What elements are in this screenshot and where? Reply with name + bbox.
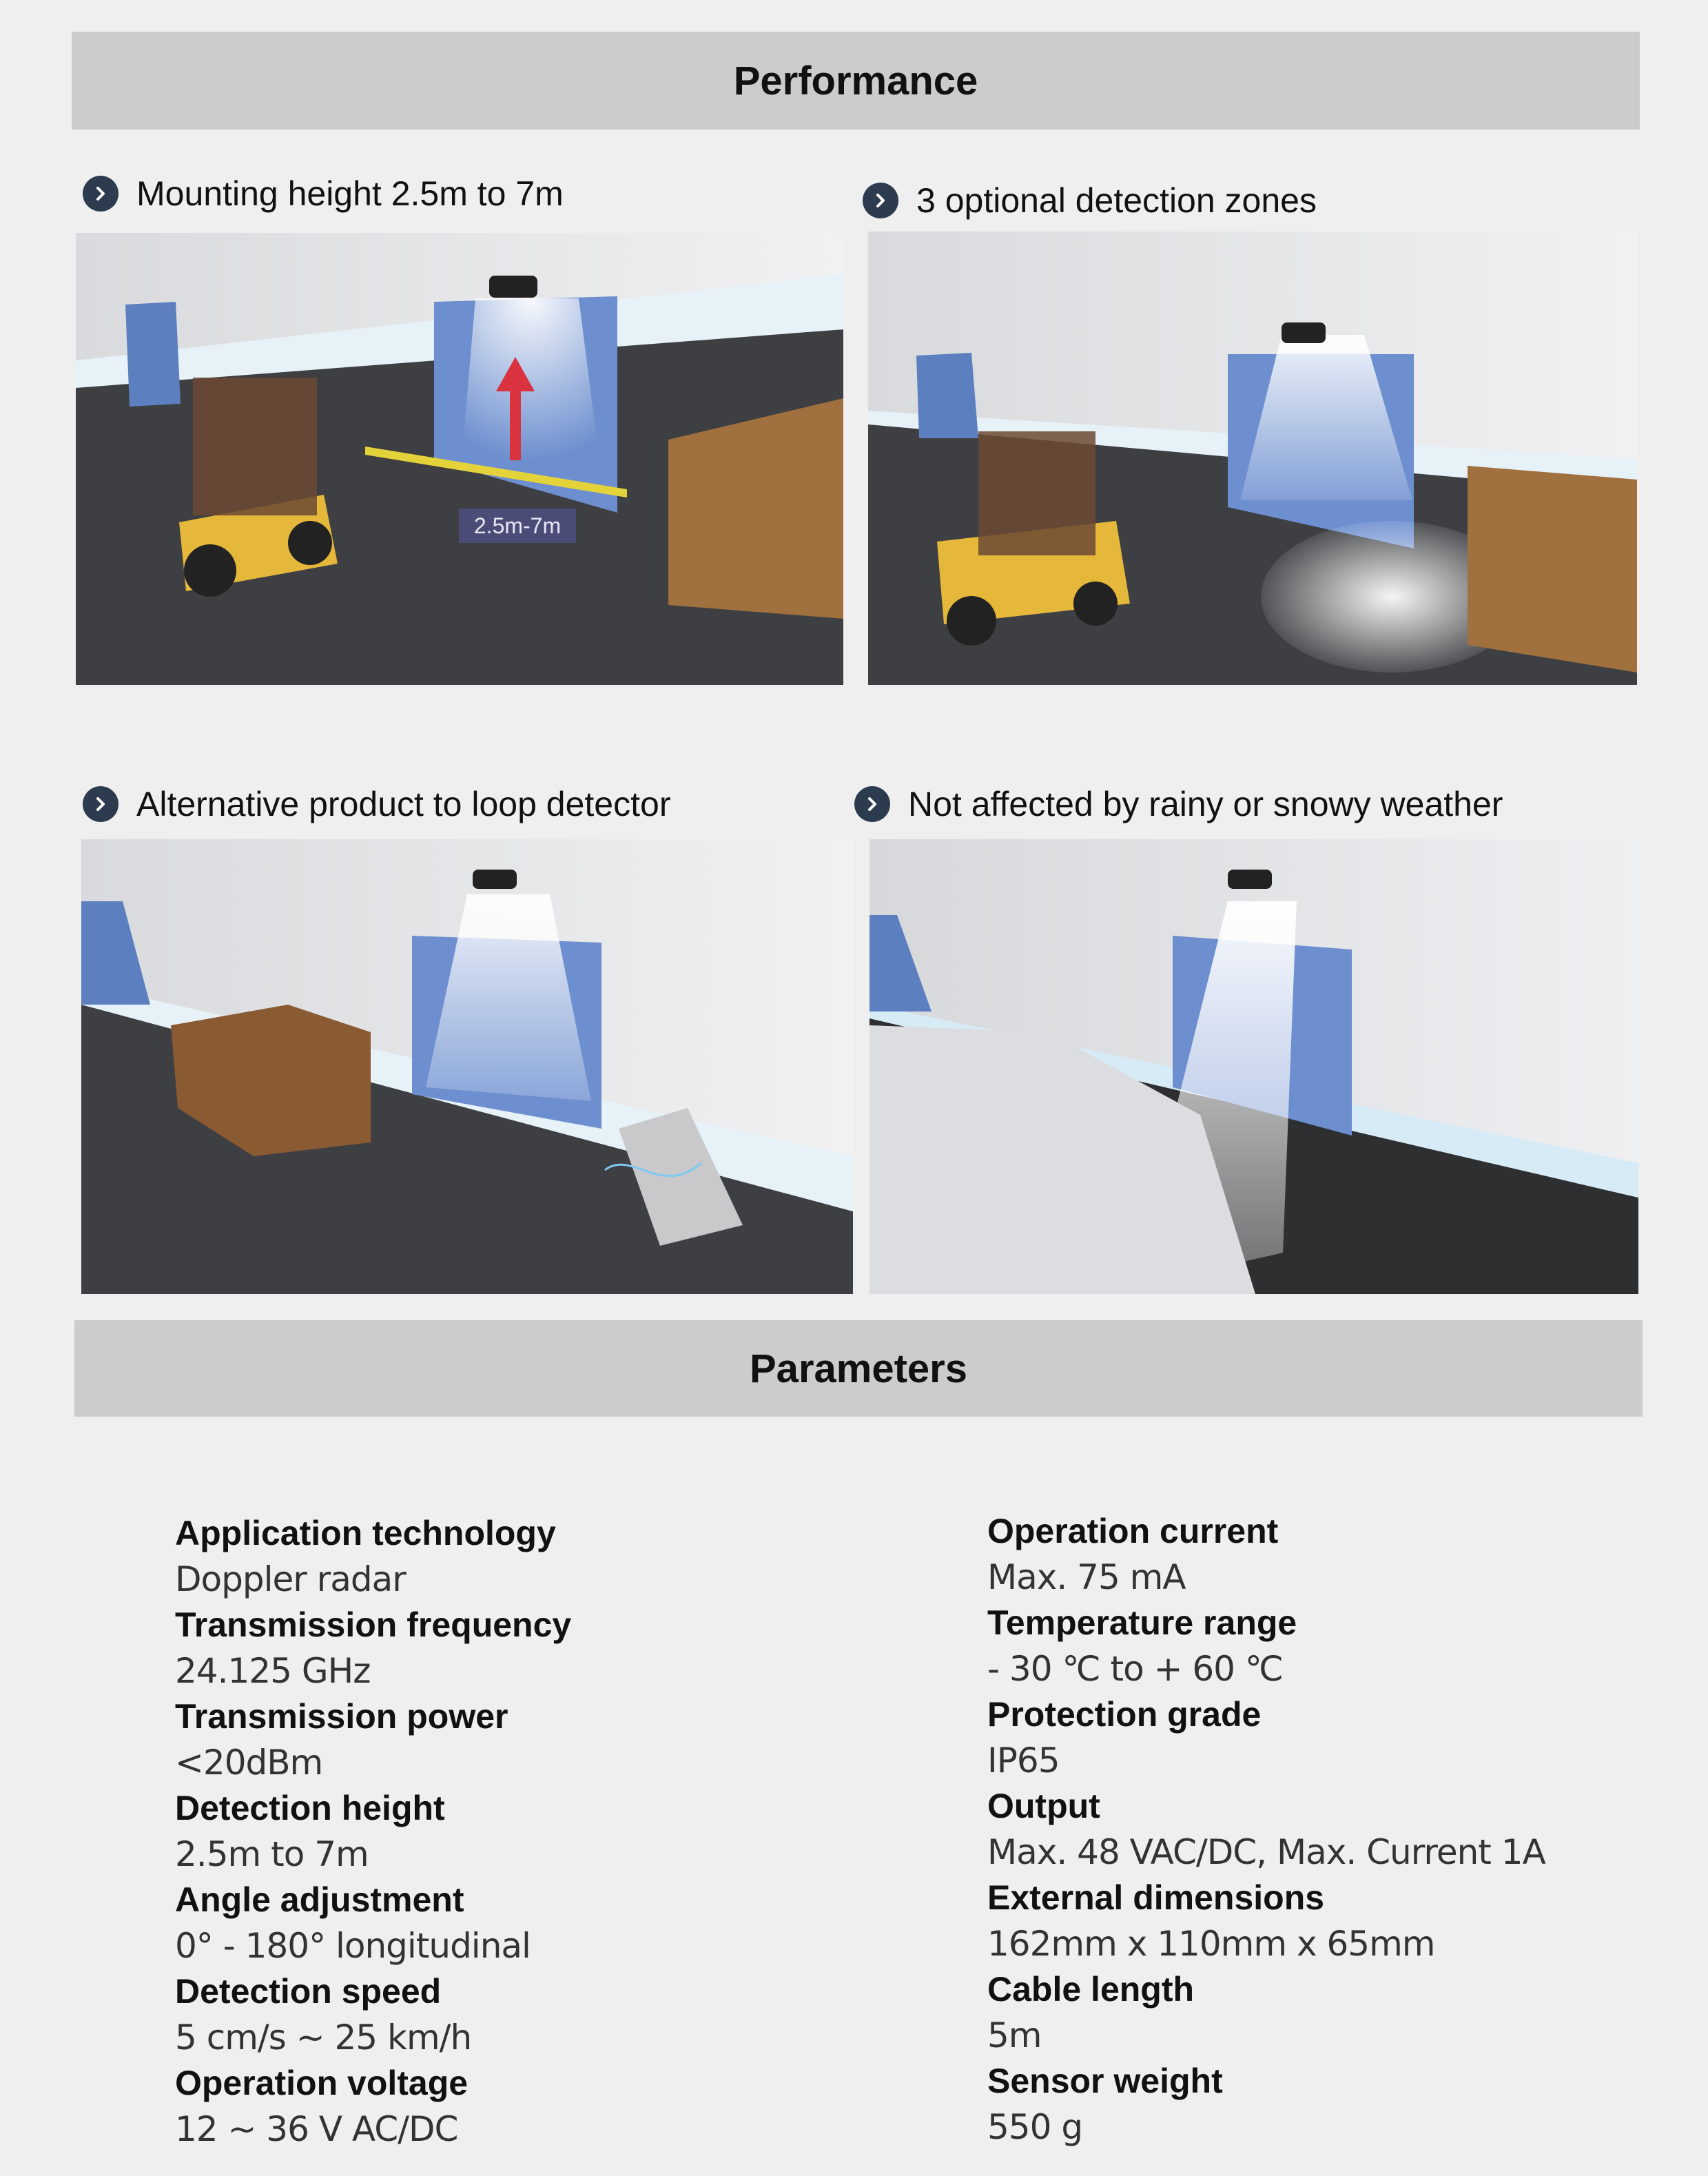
feature-label: Not affected by rainy or snowy weather: [908, 785, 1503, 823]
parameters-banner: [74, 1320, 1643, 1417]
param-item: [987, 1875, 1708, 1967]
feature-mounting-height: [83, 174, 564, 214]
param-name: Angle adjustment: [175, 1880, 464, 1919]
feature-detection-zones: [863, 181, 1317, 220]
param-name: Output: [987, 1787, 1100, 1825]
chevron-right-icon: [863, 183, 898, 218]
param-item: [175, 1877, 933, 1969]
param-name: Operation current: [987, 1512, 1279, 1550]
height-annotation: 2.5m-7m: [459, 509, 576, 543]
parameters-title: Parameters: [750, 1346, 967, 1391]
param-name: Detection speed: [175, 1972, 442, 2011]
param-item: [987, 1783, 1708, 1875]
param-name: Protection grade: [987, 1695, 1262, 1734]
feature-label: Alternative product to loop detector: [136, 785, 671, 823]
param-name: Operation voltage: [175, 2064, 469, 2102]
param-value: IP65: [987, 1741, 1060, 1780]
param-value: 2.5m to 7m: [175, 1834, 369, 1874]
param-item: [175, 2060, 933, 2152]
feature-label: 3 optional detection zones: [916, 181, 1317, 220]
performance-title: Performance: [733, 58, 978, 103]
param-value: 162mm x 110mm x 65mm: [987, 1924, 1435, 1964]
param-item: [987, 1967, 1708, 2058]
param-value: Max. 48 VAC/DC, Max. Current 1A: [987, 1832, 1545, 1872]
param-item: [987, 1692, 1708, 1783]
param-item: [175, 1694, 933, 1785]
param-item: [175, 1510, 933, 1602]
loop-detector-illustration: [81, 839, 853, 1294]
param-item: [175, 1969, 933, 2060]
parameters-right-column: [987, 1508, 1708, 2150]
param-value: 5m: [987, 2015, 1042, 2055]
param-item: [987, 1508, 1708, 1600]
param-value: Max. 75 mA: [987, 1557, 1186, 1597]
feature-label: Mounting height 2.5m to 7m: [136, 174, 564, 213]
param-name: External dimensions: [987, 1878, 1325, 1917]
param-value: <20dBm: [175, 1743, 323, 1783]
param-name: Transmission power: [175, 1697, 508, 1736]
chevron-right-icon: [83, 786, 119, 822]
mounting-height-illustration: [76, 233, 843, 685]
param-item: [987, 2058, 1708, 2150]
detection-zones-illustration: [868, 232, 1637, 685]
param-value: 550 g: [987, 2107, 1083, 2147]
performance-banner: [72, 32, 1640, 130]
param-name: Application technology: [175, 1514, 556, 1552]
param-value: 0° - 180° longitudinal: [175, 1926, 531, 1966]
chevron-right-icon: [854, 786, 890, 822]
feature-weather: [854, 784, 1503, 824]
chevron-right-icon: [83, 176, 119, 212]
param-name: Temperature range: [987, 1603, 1297, 1642]
param-name: Cable length: [987, 1970, 1195, 2009]
param-value: Doppler radar: [175, 1559, 406, 1599]
param-value: 24.125 GHz: [175, 1651, 371, 1691]
parameters-left-column: [175, 1510, 933, 2152]
param-name: Sensor weight: [987, 2062, 1223, 2100]
param-name: Transmission frequency: [175, 1605, 572, 1644]
param-item: [175, 1785, 933, 1877]
param-item: [987, 1600, 1708, 1692]
param-value: - 30 ℃ to + 60 ℃: [987, 1649, 1284, 1689]
param-item: [175, 1602, 933, 1694]
param-name: Detection height: [175, 1789, 445, 1827]
param-value: 12 ~ 36 V AC/DC: [175, 2109, 458, 2149]
feature-loop-detector: [83, 784, 670, 824]
param-value: 5 cm/s ~ 25 km/h: [175, 2018, 472, 2057]
weather-illustration: [870, 839, 1638, 1294]
